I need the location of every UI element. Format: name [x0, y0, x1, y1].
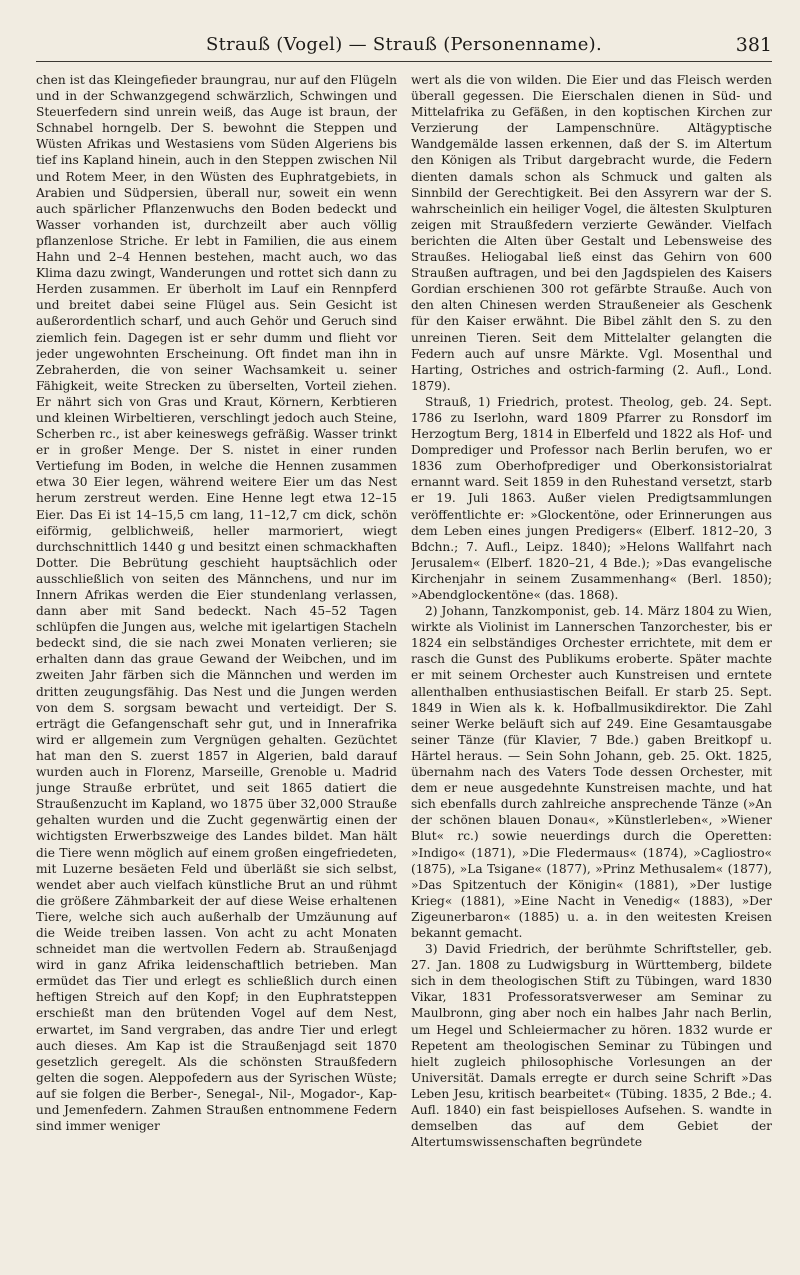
left-column: [36, 72, 397, 1261]
right-column: [411, 72, 772, 1261]
right-paragraph-4: 3) David Friedrich, der berühmte Schriftsteller, geb. 27. Jan. 1808 zu Ludwigsburg in Württemberg, bildete sich in dem theologischen Stift zu Tübingen, ward 1830 Vikar, 1831 Professoratsverweser am Seminar zu Maulbronn, ging aber noch ein halbes Jahr nach Berlin, um Hegel und Schleiermacher zu hören. 1832 wurde er Repetent am theologischen Seminar zu Tübingen und hielt zugleich philosophische Vorlesungen an der Universität. Damals erregte er durch seine Schrift »Das Leben Jesu, kritisch bearbeitet« (Tübing. 1835, 2 Bde.; 4. Aufl. 1840) ein fast beispielloses Aufsehen. S. wandte in demselben das auf dem Gebiet der Altertumswissenschaften begründete: [411, 942, 772, 1150]
header-title: Strauß (Vogel) — Strauß (Personenname).: [205, 34, 603, 55]
page-number: 381: [735, 33, 772, 56]
right-paragraph-2: Strauß, 1) Friedrich, protest. Theolog, geb. 24. Sept. 1786 zu Iserlohn, ward 1809 Pfarrer zu Ronsdorf im Herzogtum Berg, 1814 in Elberfeld und 1822 als Hof- und Domprediger und Professor nach Berlin berufen, wo er 1836 zum Oberhofprediger und Oberkonsistorialrat ernannt ward. Seit 1859 in den Ruhestand versetzt, starb er 19. Juli 1863. Außer vielen Predigtsammlungen veröffentlichte er: »Glockentöne, oder Erinnerungen aus dem Leben eines jungen Predigers« (Elberf. 1812–20, 3 Bdchn.; 7. Aufl., Leipz. 1840); »Helons Wallfahrt nach Jerusalem« (Elberf. 1820–21, 4 Bde.); »Das evangelische Kirchenjahr in seinem Zusammenhang« (Berl. 1850); »Abendglockentöne« (das. 1868).: [411, 394, 772, 602]
text-columns: [36, 72, 772, 1261]
right-paragraph-3: 2) Johann, Tanzkomponist, geb. 14. März 1804 zu Wien, wirkte als Violinist im Lannerschen Tanzorchester, bis er 1824 ein selbständiges Orchester errichtete, mit dem er rasch die Gunst des Publikums eroberte. Später machte er mit seinem Orchester auch Kunstreisen und erntete allenthalben enthusiastischen Beifall. Er starb 25. Sept. 1849 in Wien als k. k. Hofballmusikdirektor. Die Zahl seiner Werke beläuft sich auf 249. Eine Gesamtausgabe seiner Tänze (für Klavier, 7 Bde.) gaben Breitkopf u. Härtel heraus. — Sein Sohn Johann, geb. 25. Okt. 1825, übernahm nach des Vaters Tode dessen Orchester, mit dem er neue ausgedehnte Kunstreisen machte, und hat sich ebenfalls durch zahlreiche ansprechende Tänze (»An der schönen blauen Donau«, »Künstlerleben«, »Wiener Blut« rc.) sowie neuerdings durch die Operetten: »Indigo« (1871), »Die Fledermaus« (1874), »Cagliostro« (1875), »La Tsigane« (1877), »Prinz Methusalem« (1877), »Das Spitzentuch der Königin« (1881), »Der lustige Krieg« (1881), »Eine Nacht in Venedig« (1883), »Der Zigeunerbaron« (1885) u. a. in den weitesten Kreisen bekannt gemacht.: [411, 604, 772, 940]
left-paragraph-1: chen ist das Kleingefieder braungrau, nur auf den Flügeln und in der Schwanzgegend schwärzlich, Schwingen und Steuerfedern sind unrein weiß, das Auge ist braun, der Schnabel horngelb. Der S. bewohnt die Steppen und Wüsten Afrikas und Westasiens vom Süden Algeriens bis tief ins Kapland hinein, auch in den Steppen zwischen Nil und Rotem Meer, in den Wüsten des Euphratgebiets, in Arabien und Südpersien, überall nur, soweit ein wenn auch spärlicher Pflanzenwuchs den Boden bedeckt und Wasser vorhanden ist, durchzeilt aber auch völlig pflanzenlose Striche. Er lebt in Familien, die aus einem Hahn und 2–4 Hennen bestehen, macht auch, wo das Klima dazu zwingt, Wanderungen und rottet sich dann zu Herden zusammen. Er überholt im Lauf ein Rennpferd und breitet dabei seine Flügel aus. Sein Gesicht ist außerordentlich scharf, und auch Gehör und Geruch sind ziemlich fein. Dagegen ist er sehr dumm und flieht vor jeder ungewohnten Erscheinung. Oft findet man ihn in Zebraherden, die von seiner Wachsamkeit u. seiner Fähigkeit, weite Strecken zu überselten, Vorteil ziehen. Er nährt sich von Gras und Kraut, Körnern, Kerbtieren und kleinen Wirbeltieren, verschlingt jedoch auch Steine, Scherben rc., ist aber keineswegs gefräßig. Wasser trinkt er in großer Menge. Der S. nistet in einer runden Vertiefung im Boden, in welche die Hennen zusammen etwa 30 Eier legen, während weitere Eier um das Nest herum zerstreut werden. Eine Henne legt etwa 12–15 Eier. Das Ei ist 14–15,5 cm lang, 11–12,7 cm dick, schön eiförmig, gelblichweiß, heller marmoriert, wiegt durchschnittlich 1440 g und besitzt einen schmackhaften Dotter. Die Bebrütung geschieht hauptsächlich oder ausschließlich von seiten des Männchens, und nur im Innern Afrikas werden die Eier stundenlang verlassen, dann aber mit Sand bedeckt. Nach 45–52 Tagen schlüpfen die Jungen aus, welche mit igelartigen Stacheln bedeckt sind, die sie nach zwei Monaten verlieren; sie erhalten dann das graue Gewand der Weibchen, und im zweiten Jahr färben sich die Männchen und werden im dritten zeugungsfähig. Das Nest und die Jungen werden von dem S. sorgsam bewacht und verteidigt. Der S. erträgt die Gefangenschaft sehr gut, und in Innerafrika wird er allgemein zum Vergnügen gehalten. Gezüchtet hat man den S. zuerst 1857 in Algerien, bald darauf wurden auch in Florenz, Marseille, Grenoble u. Madrid junge Strauße erbrütet, und seit 1865 datiert die Straußenzucht im Kapland, wo 1875 über 32,000 Strauße gehalten wurden und die Zucht gegenwärtig einen der wichtigsten Erwerbszweige des Landes bildet. Man hält die Tiere wenn möglich auf einem großen eingefriedeten, mit Luzerne besäeten Feld und überläßt sie sich selbst, wendet aber auch vielfach künstliche Brut an und rühmt die größere Zähmbarkeit der auf diese Weise erhaltenen Tiere, welche sich auch außerhalb der Umzäunung auf die Weide treiben lassen. Von acht zu acht Monaten schneidet man die wertvollen Federn ab. Straußenjagd wird in ganz Afrika leidenschaftlich betrieben. Man ermüdet das Tier und erlegt es schließlich durch einen heftigen Streich auf den Kopf; in den Euphratsteppen erschießt man den brütenden Vogel auf dem Nest, erwartet, im Sand vergraben, das andre Tier und erlegt auch dieses. Am Kap ist die Straußenjagd seit 1870 gesetzlich geregelt. Als die schönsten Straußfedern gelten die sogen. Aleppofedern aus der Syrischen Wüste; auf sie folgen die Berber-, Senegal-, Nil-, Mogador-, Kap- und Jemenfedern. Zahmen Straußen entnommene Federn sind immer weniger: [36, 73, 397, 1134]
right-paragraph-1: wert als die von wilden. Die Eier und das Fleisch werden überall gegessen. Die Eierschalen dienen in Süd- und Mittelafrika zu Gefäßen, in den koptischen Kirchen zur Verzierung der Lampenschnüre. Altägyptische Wandgemälde lassen erkennen, daß der S. im Altertum den Königen als Tribut dargebracht wurde, die Federn dienten damals schon als Schmuck und galten als Sinnbild der Gerechtigkeit. Bei den Assyrern war der S. wahrscheinlich ein heiliger Vogel, die ältesten Skulpturen zeigen mit Straußfedern verzierte Gewänder. Vielfach berichten die Alten über Gestalt und Lebensweise des Straußes. Heliogabal ließ einst das Gehirn von 600 Straußen auftragen, und bei den Jagdspielen des Kaisers Gordian erschienen 300 rot gefärbte Strauße. Auch von den alten Chinesen werden Straußeneier als Geschenk für den Kaiser erwähnt. Die Bibel zählt den S. zu den unreinen Tieren. Seit dem Mittelalter gelangten die Federn auch auf unsre Märkte. Vgl. Mosenthal und Harting, Ostriches and ostrich-farming (2. Aufl., Lond. 1879).: [411, 73, 772, 393]
running-header: [36, 28, 772, 62]
